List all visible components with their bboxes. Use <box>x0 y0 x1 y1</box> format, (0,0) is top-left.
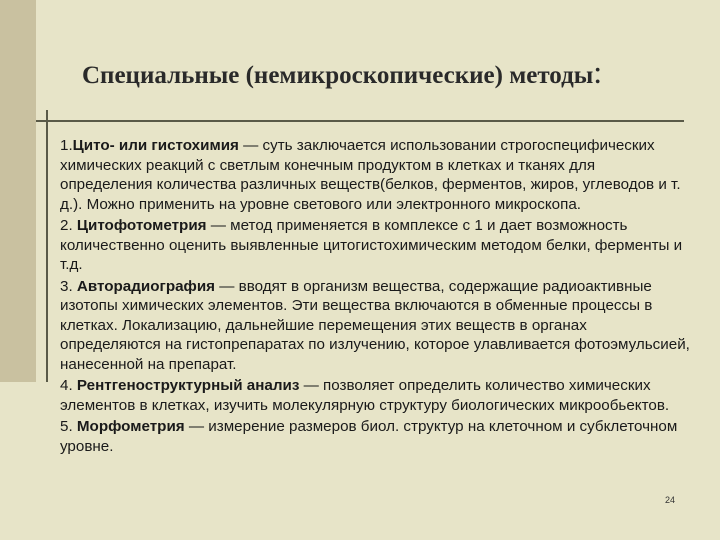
list-item <box>60 417 690 456</box>
left-decor-bar <box>0 0 36 382</box>
list-item <box>60 136 690 214</box>
item-text: — измерение размеров биол. структур на клеточном и субклеточном уровне. <box>60 418 678 455</box>
item-number: 2. <box>60 217 77 234</box>
item-text: — метод применяется в комплексе с 1 и дает возможность количественно оценить выявленные цитогистохимическим методом белки, ферменты и т.д. <box>60 217 683 273</box>
slide-title-colon: : <box>593 54 603 90</box>
item-term: Цитофотометрия <box>76 217 207 234</box>
page-number: 24 <box>665 495 676 505</box>
item-number: 3. <box>60 277 77 295</box>
item-number: 4. <box>60 377 77 394</box>
list-item <box>60 216 690 275</box>
item-text: — вводят в организм вещества, содержащие радиоактивные изотопы химических элементов. Эти вещества включаются в обменные процессы в клетках. Локализацию, дальнейшие перемещения этих веществ в органах определяются на гистопрепаратах по излучению, которое улавливается фотоэмульсией, нанесенной на препарат. <box>60 277 690 373</box>
list-item <box>60 277 690 375</box>
slide-title <box>82 54 602 91</box>
list-item <box>60 376 690 415</box>
horizontal-rule <box>36 120 684 122</box>
item-text: — позволяет определить количество химических элементов в клетках, изучить молекулярную структуру биологических микрообьектов. <box>60 377 670 414</box>
item-term: Авторадиография <box>76 277 216 295</box>
vertical-rule <box>46 110 48 382</box>
item-term: Рентгеноструктурный анализ <box>76 377 300 394</box>
item-number: 5. <box>60 418 77 435</box>
slide-content <box>60 136 690 458</box>
item-term: Цито- или гистохимия <box>72 137 239 154</box>
slide-title-text: Специальные (немикроскопические) методы <box>82 62 594 89</box>
item-term: Морфометрия <box>76 418 185 435</box>
item-text: — суть заключается использовании строгоспецифических химических реакций с светлым конечным продуктом в клетках и тканях для определения количества различных веществ(белков, ферментов, жиров, углеводов и т. д.). Можно применить на уровне светового или электронного микроскопа. <box>60 137 681 213</box>
item-number: 1. <box>60 137 73 154</box>
